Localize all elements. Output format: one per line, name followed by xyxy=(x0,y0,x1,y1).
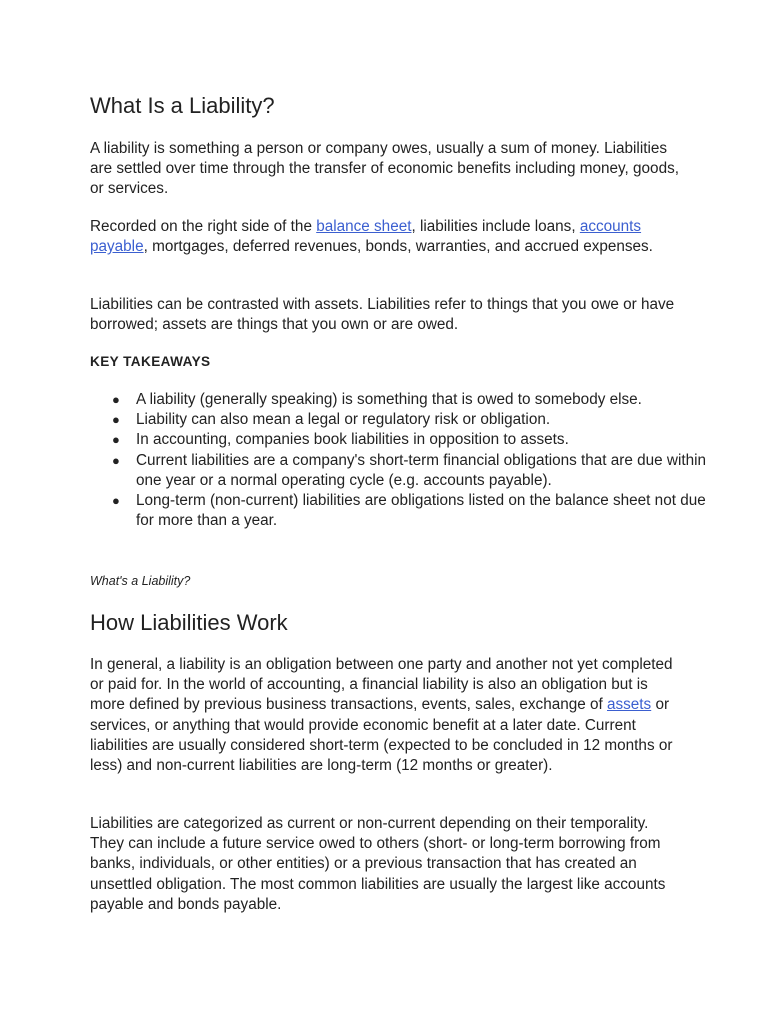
paragraph-text: or services, or anything that would provide economic benefit at a later date. Current liabilities are usually considered short-term (expected to be concluded in 12 months or less) and non-current liabilities are long-term (12 months or greater). xyxy=(90,696,673,775)
paragraph-text: Recorded on the right side of the xyxy=(90,218,317,235)
bullet-icon: ● xyxy=(112,412,120,428)
list-item xyxy=(112,491,726,531)
bullet-icon: ● xyxy=(112,452,120,468)
list-item-text: Long-term (non-current) liabilities are obligations listed on the balance sheet not due for more than a year. xyxy=(136,492,706,530)
bullet-icon: ● xyxy=(112,392,120,407)
key-takeaways-heading: KEY TAKEAWAYS xyxy=(90,354,211,369)
paragraph-general xyxy=(90,655,680,776)
key-takeaways-list xyxy=(90,390,726,531)
section-title-how-liabilities-work: How Liabilities Work xyxy=(90,610,288,635)
paragraph-balance-sheet xyxy=(90,217,680,257)
paragraph-text: In general, a liability is an obligation between one party and another not yet completed or paid for. In the world of accounting, a financial liability is also an obligation but is more defined by previous business transactions, events, sales, exchange of xyxy=(90,656,673,714)
bullet-icon: ● xyxy=(112,432,120,448)
paragraph-categorized: Liabilities are categorized as current or non-current depending on their temporality. They can include a future service owed to others (short- or long-term borrowing from banks, individuals, or other entities) or a previous transaction that has created an unsettled obligation. The most common liabilities are usually the largest like accounts payable and bonds payable. xyxy=(90,815,666,913)
list-item-text: Current liabilities are a company's short-term financial obligations that are due within one year or a normal operating cycle (e.g. accounts payable). xyxy=(136,451,707,489)
paragraph-text: , liabilities include loans, xyxy=(411,218,580,235)
bullet-icon: ● xyxy=(112,493,120,509)
section-title-what-is-liability: What Is a Liability? xyxy=(90,93,275,118)
assets-link[interactable]: assets xyxy=(607,696,652,714)
list-item xyxy=(112,451,726,491)
paragraph-definition: A liability is something a person or company owes, usually a sum of money. Liabilities are settled over time through the transfer of economic benefits including money, goods, or services. xyxy=(90,140,679,198)
balance-sheet-link[interactable]: balance sheet xyxy=(316,218,412,235)
list-item-text: A liability (generally speaking) is something that is owed to somebody else. xyxy=(136,391,642,408)
list-item-text: In accounting, companies book liabilities in opposition to assets. xyxy=(136,431,569,449)
paragraph-contrast-assets: Liabilities can be contrasted with assets. Liabilities refer to things that you owe or have borrowed; assets are things that you own or are owed. xyxy=(90,296,675,334)
video-caption: What's a Liability? xyxy=(90,574,191,588)
list-item-text: Liability can also mean a legal or regulatory risk or obligation. xyxy=(136,411,551,429)
list-item xyxy=(112,410,726,430)
list-item xyxy=(112,390,726,410)
list-item xyxy=(112,430,726,450)
accounts-payable-link[interactable]: accounts payable xyxy=(90,218,642,256)
paragraph-text: , mortgages, deferred revenues, bonds, warranties, and accrued expenses. xyxy=(143,238,653,256)
